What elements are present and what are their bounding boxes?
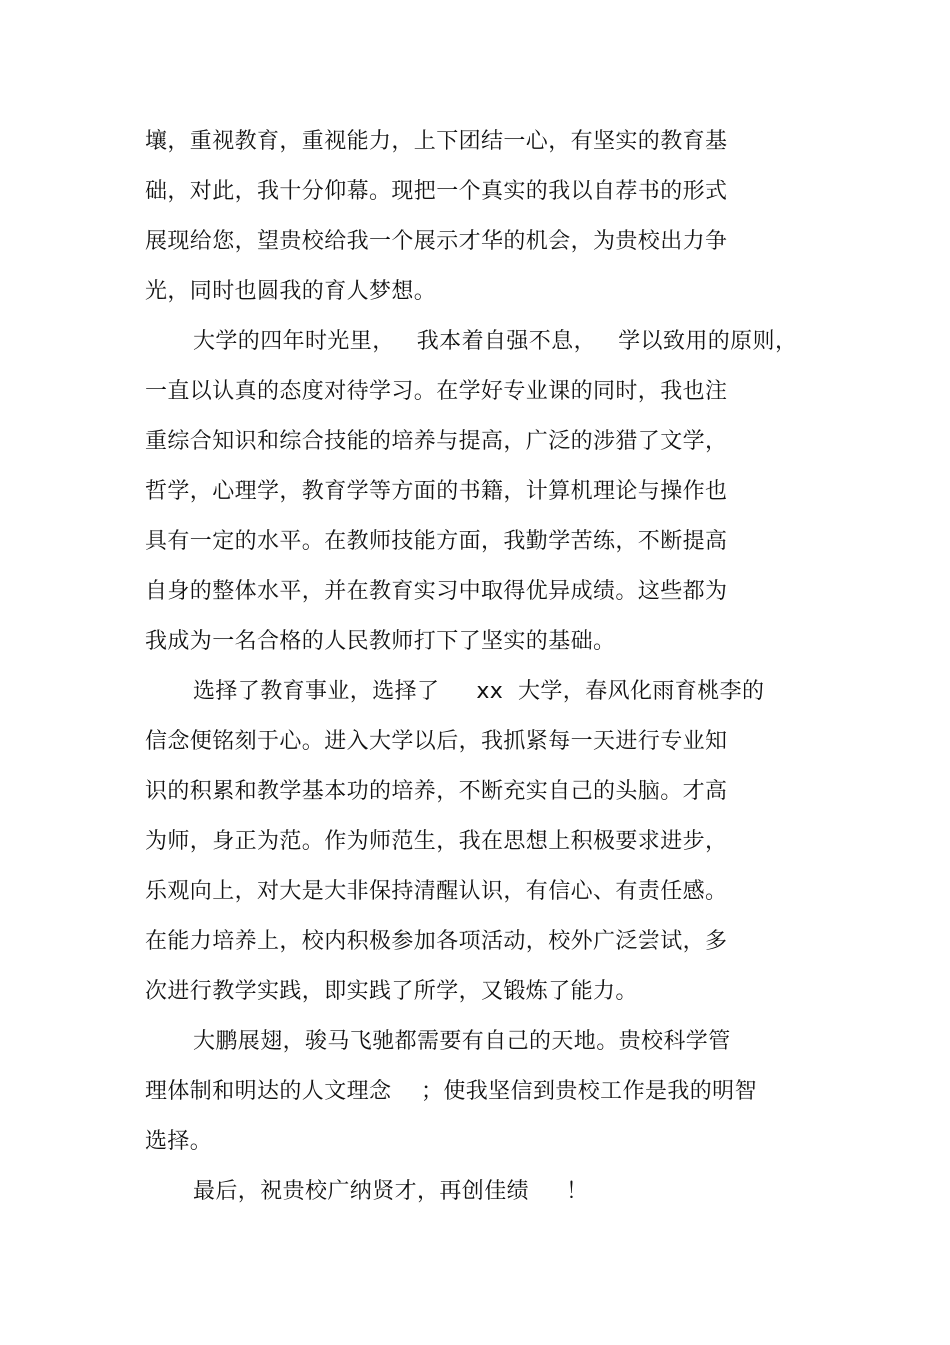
text-line: 展现给您，望贵校给我一个展示才华的机会，为贵校出力争 bbox=[145, 229, 728, 254]
text-line: 壤，重视教育，重视能力，上下团结一心，有坚实的教育基 bbox=[145, 129, 728, 154]
text-line: 选择。 bbox=[145, 1129, 213, 1154]
text-line: 大鹏展翅，骏马飞驰都需要有自己的天地。贵校科学管 bbox=[193, 1029, 731, 1054]
text-line: 哲学，心理学，教育学等方面的书籍，计算机理论与操作也 bbox=[145, 479, 728, 504]
text-line: 为师，身正为范。作为师范生，我在思想上积极要求进步， bbox=[145, 829, 728, 854]
text-line: 次进行教学实践，即实践了所学，又锻炼了能力。 bbox=[145, 979, 638, 1004]
text-line: 信念便铭刻于心。进入大学以后，我抓紧每一天进行专业知 bbox=[145, 729, 728, 754]
text-line: 乐观向上，对大是大非保持清醒认识，有信心、有责任感。 bbox=[145, 879, 728, 904]
text-line: 大学的四年时光里， 我本着自强不息， 学以致用的原则， bbox=[193, 329, 798, 354]
text-line: 理体制和明达的人文理念 ；使我坚信到贵校工作是我的明智 bbox=[145, 1079, 757, 1104]
text-line: 重综合知识和综合技能的培养与提高，广泛的涉猎了文学， bbox=[145, 429, 728, 454]
text-line: 识的积累和教学基本功的培养，不断充实自己的头脑。才高 bbox=[145, 779, 728, 804]
text-line: 础，对此，我十分仰幕。现把一个真实的我以自荐书的形式 bbox=[145, 179, 728, 204]
text-line: 具有一定的水平。在教师技能方面，我勤学苦练，不断提高 bbox=[145, 529, 728, 554]
text-line: 选择了教育事业，选择了 xx 大学，春风化雨育桃李的 bbox=[193, 679, 765, 704]
text-line: 自身的整体水平，并在教育实习中取得优异成绩。这些都为 bbox=[145, 579, 728, 604]
text-line: 光，同时也圆我的育人梦想。 bbox=[145, 279, 437, 304]
text-line: 最后，祝贵校广纳贤才，再创佳绩 ！ bbox=[193, 1179, 589, 1204]
text-line: 一直以认真的态度对待学习。在学好专业课的同时，我也注 bbox=[145, 379, 728, 404]
text-line: 在能力培养上，校内积极参加各项活动，校外广泛尝试，多 bbox=[145, 929, 728, 954]
text-line: 我成为一名合格的人民教师打下了坚实的基础。 bbox=[145, 629, 616, 654]
